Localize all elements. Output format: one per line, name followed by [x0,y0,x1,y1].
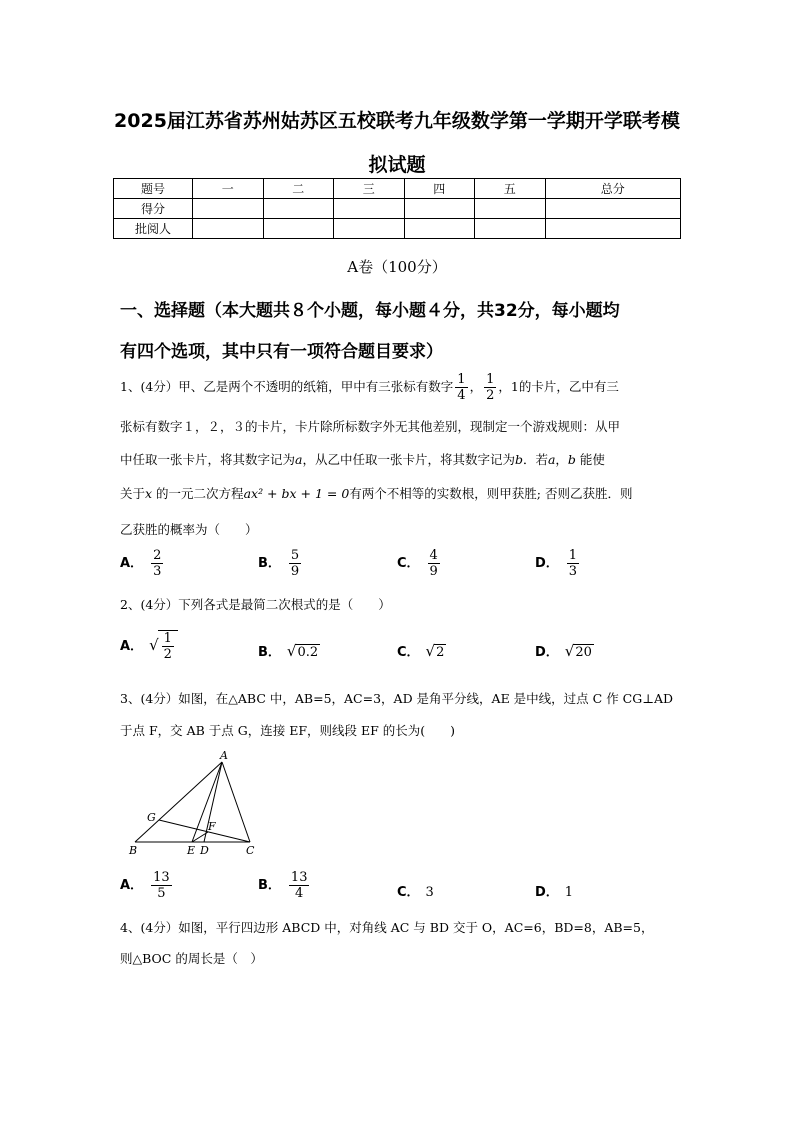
q1-fraction-half [484,372,496,403]
score-cell [545,219,681,239]
score-cell [475,199,546,219]
label-point-g: G [147,811,156,824]
option-label: D． [535,556,559,571]
score-header-cell: 题号 [114,179,193,199]
score-header-cell: 三 [334,179,405,199]
q1-option-c[interactable] [397,548,442,579]
fraction-denominator: 2 [163,647,172,662]
q3-option-c[interactable] [397,881,434,900]
q4-line2: 则△BOC 的周长是（ ） [120,951,263,966]
score-cell [263,219,334,239]
option-fraction [151,548,163,579]
fraction-denominator: 2 [486,388,495,403]
q1-separator: ， [469,379,483,394]
q3-line2: 于点 F，交 AB 于点 G，连接 EF，则线段 EF 的长为( ) [120,723,456,738]
option-label: C． [397,556,420,571]
radical-sign: √ [425,642,436,660]
option-label: A． [120,878,144,893]
score-table [113,178,681,239]
q1-line4-pre: 关于 [120,486,146,501]
fraction-denominator: 3 [153,564,162,579]
fraction-numerator: 4 [429,548,438,563]
q3-line1: 3、(4分）如图，在△ABC 中，AB=5，AC=3，AD 是角平分线，AE 是中线，过点 C 作 CG⊥AD [120,691,674,706]
fraction-numerator: 13 [290,870,308,885]
fraction-denominator: 5 [157,886,166,901]
fraction-numerator: 1 [457,372,466,387]
label-point-c: C [246,844,255,857]
option-value: 1 [564,885,574,900]
score-header-cell: 四 [404,179,475,199]
q1-option-d[interactable] [535,548,581,579]
exam-title-line2: 拟试题 [368,154,426,176]
option-label: B． [258,645,281,660]
paper-section-heading: A卷（100分） [347,258,447,276]
option-fraction [289,870,310,901]
exam-title-line1: 2025届江苏省苏州姑苏区五校联考九年级数学第一学期开学联考模 [114,110,680,132]
option-label: A． [120,556,144,571]
option-label: C． [397,885,420,900]
q3-option-d[interactable] [535,881,573,900]
label-point-f: F [208,820,216,833]
option-label: B． [258,878,281,893]
q3-option-b[interactable] [258,870,311,901]
fraction-numerator: 13 [153,870,170,885]
option-fraction [162,631,174,662]
score-header-cell: 五 [475,179,546,199]
label-point-b: B [129,844,138,857]
option-label: A． [120,639,144,654]
q2-option-c[interactable] [397,641,446,660]
q1-option-b[interactable] [258,548,303,579]
option-fraction [151,870,172,901]
score-cell [193,219,264,239]
option-fraction [289,548,301,579]
q2-option-d[interactable] [535,641,594,660]
radicand: 2 [436,645,445,660]
q1-line3: 中任取一张卡片，将其数字记为𝑎，从乙中任取一张卡片，将其数字记为𝑏．若𝑎，𝑏 能使 [120,452,605,467]
q1-line1-tail: ，1的卡片，乙中有三 [498,379,619,394]
option-label: D． [535,885,559,900]
q2-option-b[interactable] [258,641,320,660]
score-header-cell: 二 [263,179,334,199]
radical-sign: √ [564,642,575,660]
q1-prefix: 1、(4分）甲、乙是两个不透明的纸箱，甲中有三张标有数字 [120,379,454,394]
label-point-a: A [220,749,228,762]
q1-line4 [120,484,632,502]
score-cell [263,199,334,219]
section1-heading-line2: 有四个选项，其中只有一项符合题目要求） [120,342,443,362]
option-fraction [428,548,440,579]
q1-variable-x: x [145,486,153,501]
q4-line1: 4、(4分）如图，平行四边形 ABCD 中，对角线 AC 与 BD 交于 O，AC=6，BD=8，AB=5， [120,920,654,935]
score-row-label: 得分 [114,199,193,219]
segment-ac [222,762,250,842]
score-header-cell: 一 [193,179,264,199]
fraction-numerator: 1 [486,372,495,387]
fraction-denominator: 9 [290,564,300,579]
q1-equation: ax² + bx + 1 = 0 [243,486,350,501]
fraction-numerator: 2 [153,548,162,563]
fraction-numerator: 1 [568,548,578,563]
score-cell [404,219,475,239]
q1-fraction-quarter [455,372,467,403]
score-cell [193,199,264,219]
q1-option-a[interactable] [120,548,165,579]
fraction-denominator: 4 [457,388,466,403]
score-cell [475,219,546,239]
radical-sign: √ [149,636,159,654]
score-cell [404,199,475,219]
label-point-e: E [187,844,196,857]
fraction-denominator: 3 [568,564,578,579]
q2-option-a[interactable] [120,630,178,662]
radical-sign: √ [286,642,297,660]
option-fraction [567,548,579,579]
label-point-d: D [200,844,209,857]
option-label: D． [535,645,559,660]
q2-stem: 2、(4分）下列各式是最简二次根式的是（ ） [120,597,391,612]
radicand [158,630,178,662]
fraction-denominator: 4 [295,886,304,901]
triangle-figure [120,748,270,860]
radicand: 20 [575,645,592,660]
q1-line4-post: 有两个不相等的实数根，则甲获胜; 否则乙获胜．则 [349,486,633,501]
fraction-denominator: 9 [429,564,438,579]
option-label: C． [397,645,420,660]
option-value: 3 [425,885,434,900]
score-cell [334,219,405,239]
q3-option-a[interactable] [120,870,174,901]
fraction-numerator: 1 [163,631,172,646]
fraction-numerator: 5 [290,548,300,563]
q1-line1 [120,372,619,403]
q1-line4-mid: 的一元二次方程 [152,486,244,501]
score-row-label: 批阅人 [114,219,193,239]
q1-line2: 张标有数字１，２，３的卡片，卡片除所标数字外无其他差别，现制定一个游戏规则：从甲 [120,419,621,434]
score-cell [334,199,405,219]
score-cell [545,199,681,219]
radicand: 0.2 [297,645,319,660]
score-table-row [114,219,681,239]
score-header-cell: 总分 [545,179,681,199]
section1-heading-line1: 一、选择题（本大题共８个小题，每小题４分，共32分，每小题均 [120,301,620,321]
q1-line5: 乙获胜的概率为（ ） [120,522,258,537]
option-label: B． [258,556,281,571]
score-table-header-row [114,179,681,199]
score-table-row [114,199,681,219]
